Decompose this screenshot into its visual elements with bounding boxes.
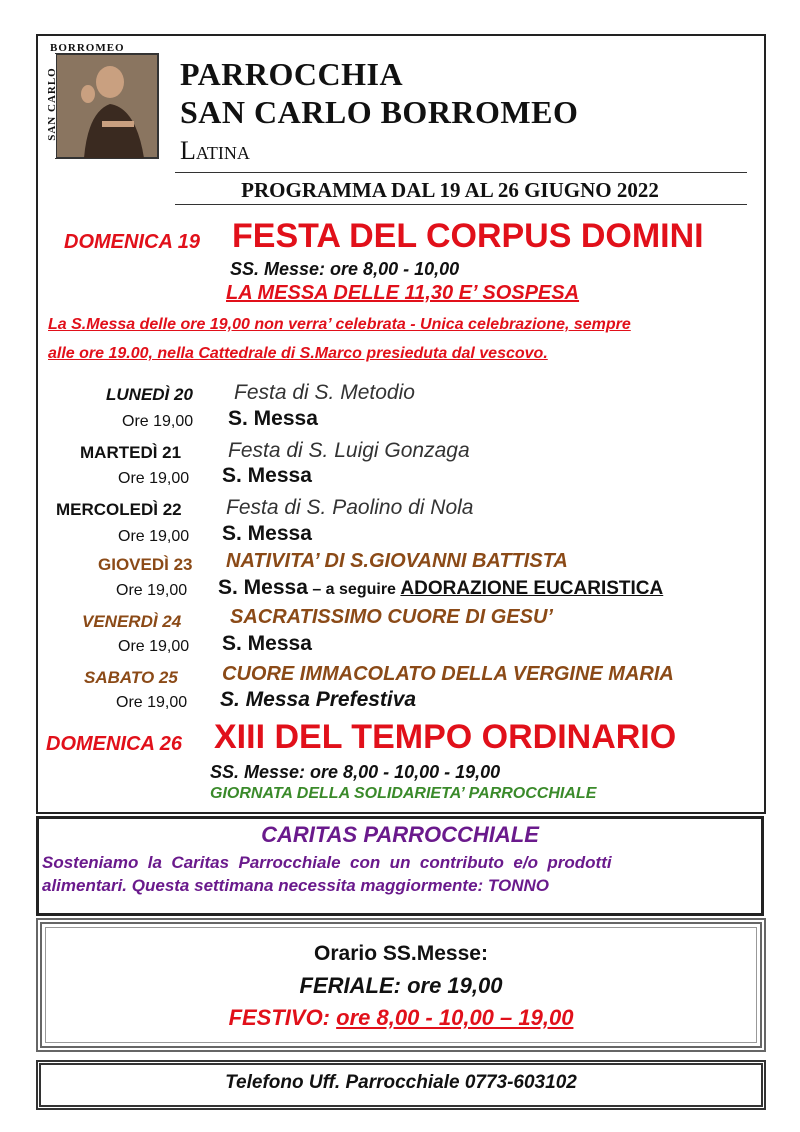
divider [175, 204, 747, 205]
feriale-value: ore 19,00 [407, 973, 503, 998]
sunday19-day: DOMENICA 19 [64, 231, 200, 253]
event-label: S. Messa [222, 632, 312, 655]
feast-label: CUORE IMMACOLATO DELLA VERGINE MARIA [222, 663, 674, 685]
parish-title-line1: PARROCCHIA [180, 56, 404, 92]
sunday26-note: GIORNATA DELLA SOLIDARIETA’ PARROCCHIALE [210, 785, 597, 802]
schedule-feriale [36, 973, 766, 999]
city-name: Latina [180, 136, 250, 165]
time-label: Ore 19,00 [118, 528, 190, 545]
feast-label: Festa di S. Luigi Gonzaga [228, 439, 470, 462]
caritas-line1: Sosteniamo la Caritas Parrocchiale con un contributo e/o prodotti [42, 853, 612, 872]
time-label: Ore 19,00 [118, 470, 190, 487]
divider [175, 172, 747, 173]
festivo-label: FESTIVO: [228, 1005, 331, 1030]
event-label: S. Messa [222, 522, 312, 545]
time-label: Ore 19,00 [116, 694, 188, 711]
sunday19-masses: SS. Messe: ore 8,00 - 10,00 [230, 259, 460, 279]
feriale-label: FERIALE: [299, 973, 401, 998]
day-label: LUNEDÌ 20 [106, 385, 193, 404]
sunday26-day: DOMENICA 26 [46, 733, 182, 755]
parish-title-line2: SAN CARLO BORROMEO [180, 94, 579, 130]
phone-number: Telefono Uff. Parrocchiale 0773-603102 [225, 1072, 577, 1093]
parish-logo [44, 42, 162, 162]
sunday26-masses: SS. Messe: ore 8,00 - 10,00 - 19,00 [210, 762, 501, 782]
event-label: S. Messa [228, 407, 318, 430]
schedule-festivo [36, 1005, 766, 1031]
sunday19-title: FESTA DEL CORPUS DOMINI [232, 217, 704, 255]
festivo-value: ore 8,00 - 10,00 – 19,00 [336, 1005, 574, 1030]
day-label: SABATO 25 [84, 668, 178, 687]
event-label: S. Messa Prefestiva [220, 688, 417, 711]
logo-text-side: SAN CARLO [46, 67, 58, 141]
caritas-line2: alimentari. Questa settimana necessita maggiormente: TONNO [42, 876, 550, 895]
sunday19-suspended: LA MESSA DELLE 11,30 E’ SOSPESA [226, 282, 580, 304]
caritas-title: CARITAS PARROCCHIALE [261, 822, 539, 847]
time-label: Ore 19,00 [116, 582, 188, 599]
event-label: S. Messa [218, 576, 308, 599]
feast-label: Festa di S. Metodio [234, 381, 415, 404]
feast-label: Festa di S. Paolino di Nola [226, 496, 474, 519]
day-label: VENERDÌ 24 [82, 612, 182, 631]
feast-label: SACRATISSIMO CUORE DI GESU’ [230, 606, 553, 628]
time-label: Ore 19,00 [122, 413, 194, 430]
day-label: MERCOLEDÌ 22 [56, 500, 182, 519]
event-suffix: – a seguire [307, 581, 401, 598]
logo-text-top: BORROMEO [50, 42, 125, 54]
event-label: S. Messa [222, 464, 312, 487]
sunday19-note-line1: La S.Messa delle ore 19,00 non verra’ celebrata - Unica celebrazione, sempre [48, 316, 631, 333]
day-label: MARTEDÌ 21 [80, 443, 182, 462]
time-label: Ore 19,00 [118, 638, 190, 655]
schedule-title: Orario SS.Messe: [314, 942, 488, 965]
program-title: PROGRAMMA DAL 19 AL 26 GIUGNO 2022 [241, 178, 659, 202]
day-label: GIOVEDÌ 23 [98, 555, 193, 574]
feast-label: NATIVITA’ DI S.GIOVANNI BATTISTA [226, 550, 568, 572]
sunday26-title: XIII DEL TEMPO ORDINARIO [214, 718, 677, 756]
sunday19-note-line2: alle ore 19.00, nella Cattedrale di S.Marco presieduta dal vescovo. [48, 345, 548, 362]
adoration-label: ADORAZIONE EUCARISTICA [400, 578, 664, 599]
event-line [218, 576, 663, 600]
